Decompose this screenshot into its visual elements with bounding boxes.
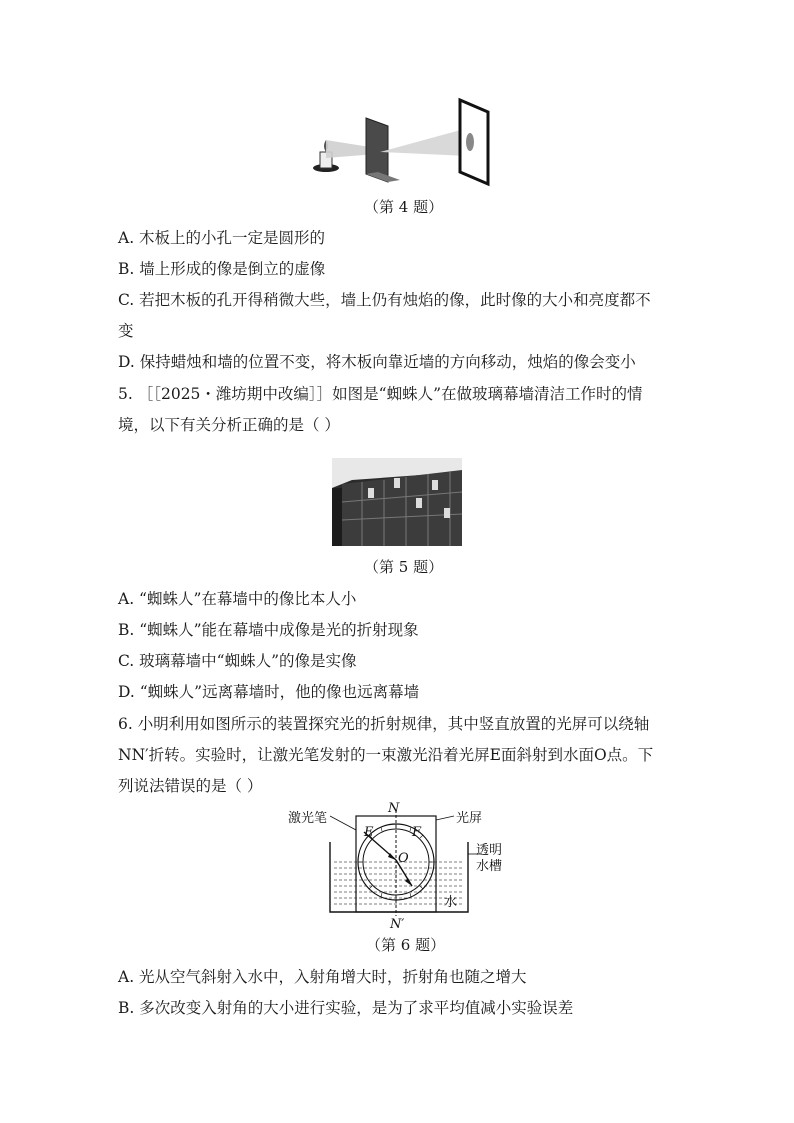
figure-5-caption: （第 5 题）	[364, 558, 444, 576]
q6-option-b: B. 多次改变入射角的大小进行实验，是为了求平均值减小实验误差	[118, 999, 574, 1017]
q5-option-b: B. “蜘蛛人”能在幕墙中成像是光的折射现象	[118, 621, 419, 639]
q6-stem-line2: NN′折转。实验时，让激光笔发射的一束激光沿着光屏E面斜射到水面O点。下	[118, 746, 654, 764]
label-laser: 激光笔	[288, 811, 328, 826]
label-water: 水	[444, 895, 458, 910]
q5-stem-line2: 境，以下有关分析正确的是（ ）	[118, 416, 340, 434]
figure-6-caption: （第 6 题）	[366, 936, 446, 954]
q5-option-d: D. “蜘蛛人”远离幕墙时，他的像也远离幕墙	[118, 683, 420, 701]
q6-stem-line1: 6. 小明利用如图所示的装置探究光的折射规律，其中竖直放置的光屏可以绕轴	[118, 715, 650, 733]
q6-stem-line3: 列说法错误的是（ ）	[118, 777, 263, 795]
label-e: E	[364, 825, 374, 840]
label-f: F	[412, 825, 422, 840]
figure-4-caption: （第 4 题）	[364, 198, 444, 216]
q6-option-a: A. 光从空气斜射入水中，入射角增大时，折射角也随之增大	[118, 968, 527, 986]
pinhole-figure	[308, 96, 498, 188]
q4-option-a: A. 木板上的小孔一定是圆形的	[118, 229, 326, 247]
q4-option-c-line1: C. 若把木板的孔开得稍微大些，墙上仍有烛焰的像，此时像的大小和亮度都不	[118, 291, 651, 309]
label-screen: 光屏	[456, 811, 483, 826]
q4-option-d: D. 保持蜡烛和墙的位置不变，将木板向靠近墙的方向移动，烛焰的像会变小	[118, 353, 636, 371]
label-tank-line2: 水槽	[476, 859, 503, 874]
q5-option-a: A. “蜘蛛人”在幕墙中的像比本人小	[118, 590, 357, 608]
q4-option-b: B. 墙上形成的像是倒立的虚像	[118, 260, 326, 278]
q4-option-c-line2: 变	[118, 322, 134, 340]
label-o: O	[398, 851, 409, 866]
refraction-apparatus-diagram	[284, 802, 514, 932]
label-tank-line1: 透明	[476, 843, 503, 858]
label-n: N	[388, 802, 400, 816]
label-n-prime: N′	[390, 917, 405, 932]
q5-option-c: C. 玻璃幕墙中“蜘蛛人”的像是实像	[118, 652, 357, 670]
q5-stem-line1: 5. ［［2025・潍坊期中改编］］如图是“蜘蛛人”在做玻璃幕墙清洁工作时的情	[118, 385, 643, 403]
glass-wall-photo	[332, 458, 462, 546]
